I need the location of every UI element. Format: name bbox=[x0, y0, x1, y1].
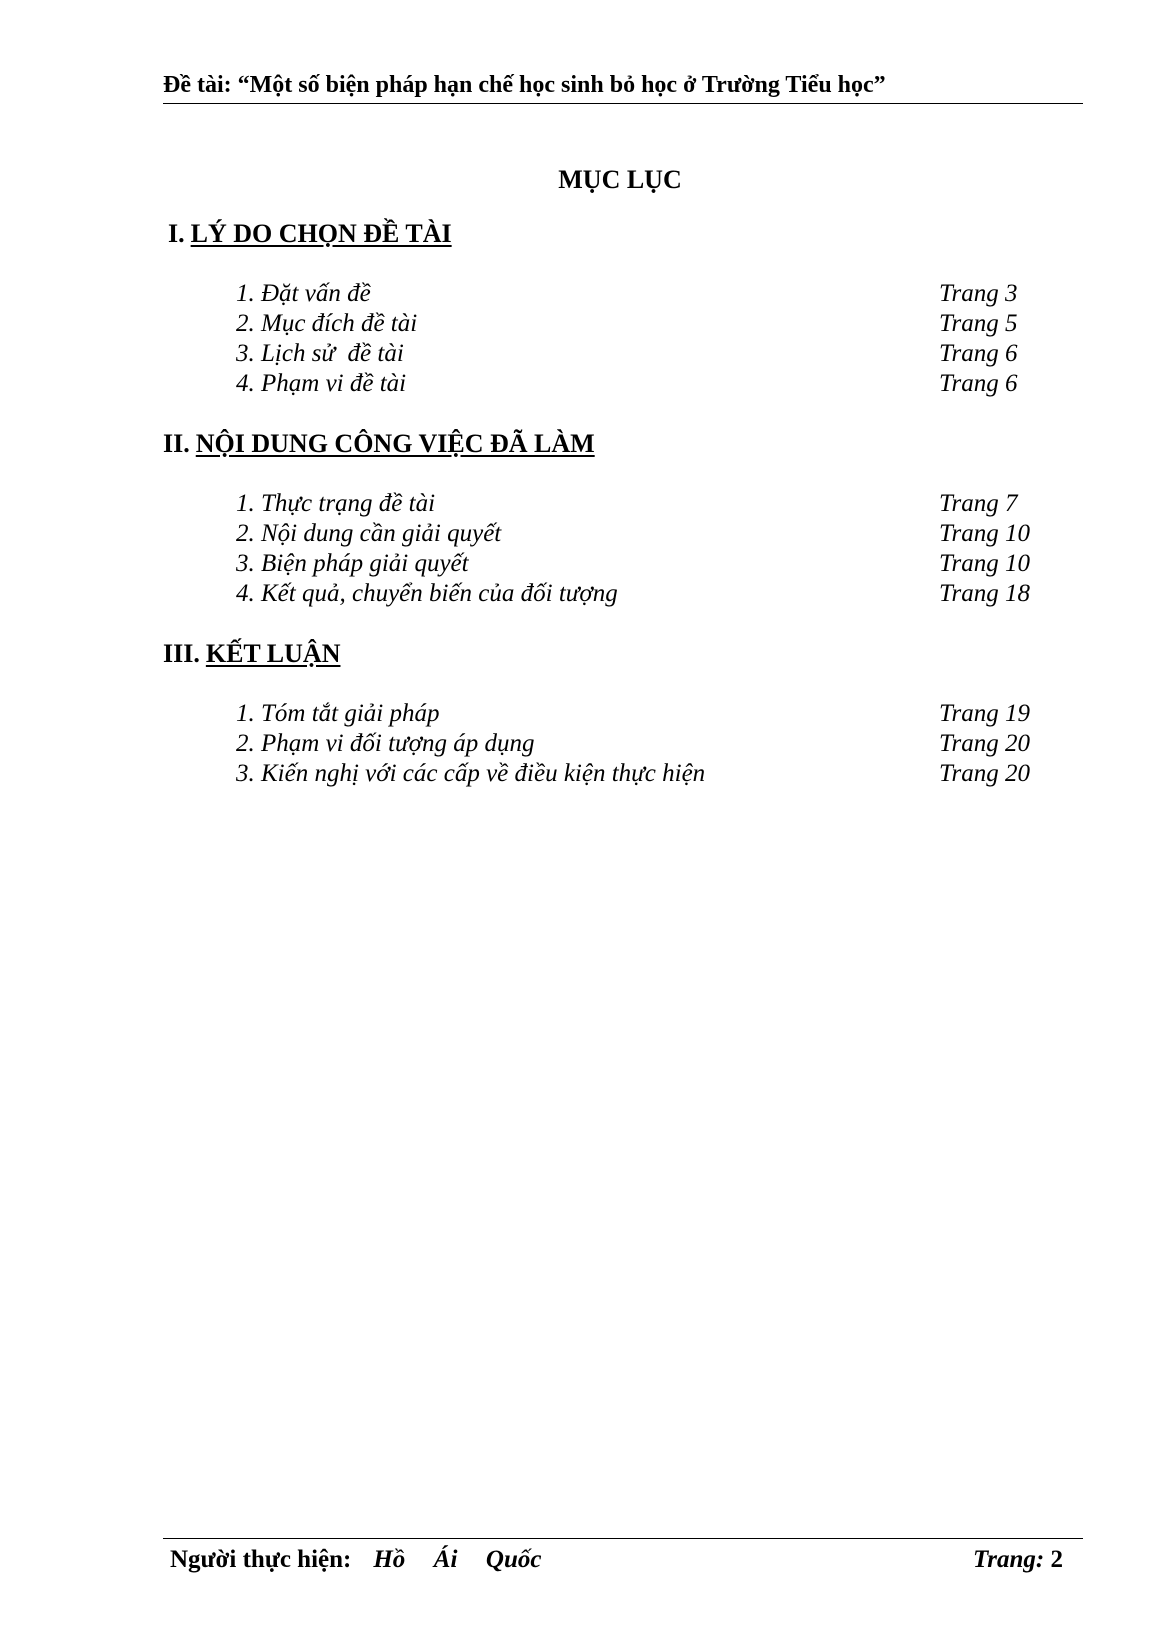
toc-entry-page: Trang 5 bbox=[939, 310, 1018, 337]
toc-entry bbox=[236, 278, 1056, 309]
footer-divider bbox=[163, 1538, 1083, 1539]
toc-entry-label: 3. Lịch sử đề tài bbox=[236, 340, 404, 367]
toc-entry-label: 2. Phạm vi đối tượng áp dụng bbox=[236, 730, 535, 757]
toc-entry-label: 4. Kết quả, chuyển biến của đối tượng bbox=[236, 580, 618, 607]
toc-entry-label: 2. Mục đích đề tài bbox=[236, 310, 418, 337]
section-title: LÝ DO CHỌN ĐỀ TÀI bbox=[190, 219, 452, 248]
section-heading-2 bbox=[163, 427, 595, 461]
toc-title: MỤC LỤC bbox=[558, 165, 682, 194]
toc-entry-page: Trang 6 bbox=[939, 340, 1018, 367]
toc-entry-page: Trang 20 bbox=[939, 730, 1031, 757]
toc-entry bbox=[236, 698, 1056, 729]
toc-entry-label: 3. Kiến nghị với các cấp về điều kiện thực hiện bbox=[236, 760, 706, 787]
toc-entry bbox=[236, 548, 1056, 579]
author-label: Người thực hiện: bbox=[170, 1546, 352, 1573]
toc-entry-label: 4. Phạm vi đề tài bbox=[236, 370, 407, 397]
toc-entry-page: Trang 6 bbox=[939, 370, 1018, 397]
toc-entry bbox=[236, 368, 1056, 399]
section-number: I. bbox=[168, 219, 185, 248]
toc-entry bbox=[236, 518, 1056, 549]
toc-entry-label: 1. Thực trạng đề tài bbox=[236, 490, 436, 517]
section-title: KẾT LUẬN bbox=[205, 639, 341, 668]
toc-entry bbox=[236, 578, 1056, 609]
toc-entry bbox=[236, 728, 1056, 759]
section-number: II. bbox=[163, 429, 190, 458]
section-number: III. bbox=[163, 639, 200, 668]
toc-entry bbox=[236, 488, 1056, 519]
toc-entry-page: Trang 10 bbox=[939, 550, 1031, 577]
toc-entry-page: Trang 7 bbox=[939, 490, 1018, 517]
footer bbox=[170, 1542, 1063, 1578]
toc-entry-label: 2. Nội dung cần giải quyết bbox=[236, 520, 502, 547]
section-title: NỘI DUNG CÔNG VIỆC ĐÃ LÀM bbox=[195, 429, 595, 458]
toc-entry bbox=[236, 338, 1056, 369]
header-title: Đề tài: “Một số biện pháp hạn chế học sinh bỏ học ở Trường Tiểu học” bbox=[163, 72, 886, 98]
toc-entry-page: Trang 19 bbox=[939, 700, 1031, 727]
toc-entry-label: 3. Biện pháp giải quyết bbox=[236, 550, 469, 577]
page-number-value: 2 bbox=[1050, 1546, 1063, 1573]
toc-entry-label: 1. Tóm tắt giải pháp bbox=[236, 700, 440, 727]
toc-entry bbox=[236, 758, 1056, 789]
page-number bbox=[973, 1542, 1063, 1578]
page-label: Trang: bbox=[972, 1546, 1045, 1573]
toc-entry-page: Trang 3 bbox=[939, 280, 1018, 307]
toc-entry-label: 1. Đặt vấn đề bbox=[236, 280, 371, 307]
section-heading-1 bbox=[168, 217, 452, 251]
section-heading-3 bbox=[163, 637, 340, 671]
header-divider bbox=[163, 103, 1083, 104]
toc-entry-page: Trang 18 bbox=[939, 580, 1031, 607]
toc-entry bbox=[236, 308, 1056, 339]
author-name: Hồ Ái Quốc bbox=[373, 1546, 542, 1573]
toc-entry-page: Trang 10 bbox=[939, 520, 1031, 547]
toc-entry-page: Trang 20 bbox=[939, 760, 1031, 787]
